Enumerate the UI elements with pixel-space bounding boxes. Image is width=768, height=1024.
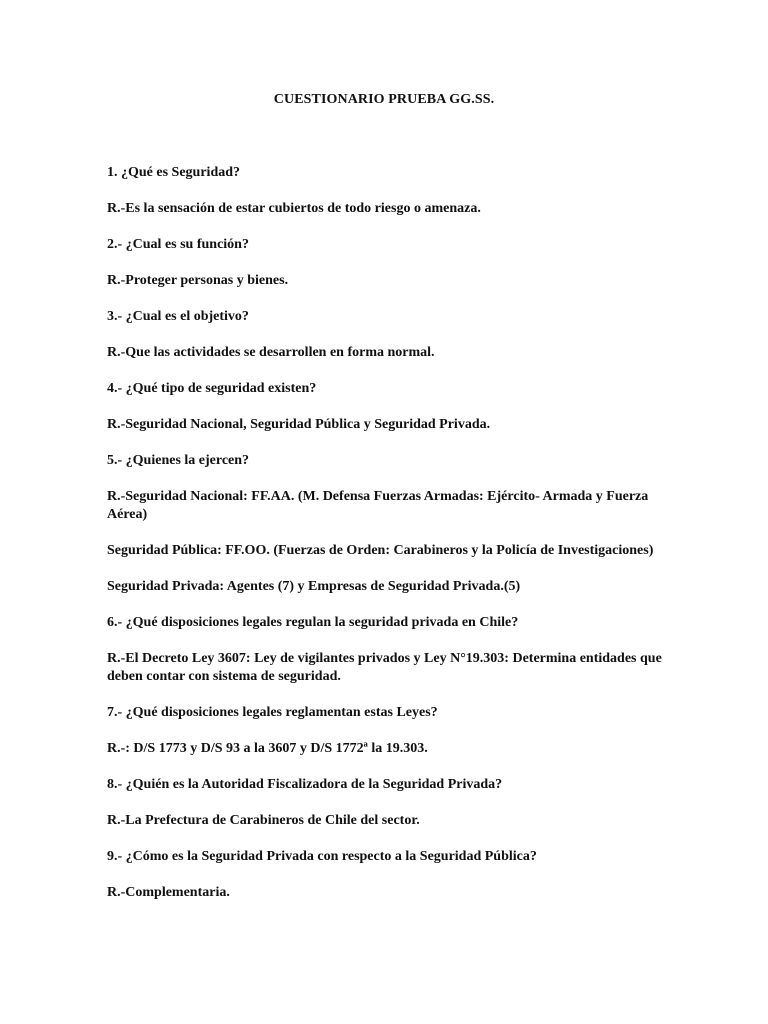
question-6: 6.- ¿Qué disposiciones legales regulan la seguridad privada en Chile? [107,615,519,630]
document-body [107,164,667,920]
question-1: 1. ¿Qué es Seguridad? [107,165,241,180]
answer-6: R.-El Decreto Ley 3607: Ley de vigilantes privados y Ley N°19.303: Determina entidades que deben contar con sistema de seguridad. [107,651,662,684]
answer-8: R.-La Prefectura de Carabineros de Chile del sector. [107,813,420,828]
question-9: 9.- ¿Cómo es la Seguridad Privada con respecto a la Seguridad Pública? [107,849,537,864]
answer-5-nacional: R.-Seguridad Nacional: FF.AA. (M. Defensa Fuerzas Armadas: Ejército- Armada y Fuerza Aérea) [107,489,649,522]
answer-7: R.-: D/S 1773 y D/S 93 a la 3607 y D/S 1772ª la 19.303. [107,741,428,756]
question-4: 4.- ¿Qué tipo de seguridad existen? [107,381,317,396]
question-5: 5.- ¿Quienes la ejercen? [107,453,250,468]
question-3: 3.- ¿Cual es el objetivo? [107,309,249,324]
document-title: CUESTIONARIO PRUEBA GG.SS. [273,92,495,107]
answer-9: R.-Complementaria. [107,885,230,900]
answer-2: R.-Proteger personas y bienes. [107,273,289,288]
answer-5-privada: Seguridad Privada: Agentes (7) y Empresas de Seguridad Privada.(5) [107,579,521,594]
answer-3: R.-Que las actividades se desarrollen en forma normal. [107,345,435,360]
answer-4: R.-Seguridad Nacional, Seguridad Pública y Seguridad Privada. [107,417,491,432]
question-2: 2.- ¿Cual es su función? [107,237,249,252]
question-8: 8.- ¿Quién es la Autoridad Fiscalizadora de la Seguridad Privada? [107,777,503,792]
answer-1: R.-Es la sensación de estar cubiertos de todo riesgo o amenaza. [107,201,481,216]
question-7: 7.- ¿Qué disposiciones legales reglamentan estas Leyes? [107,705,438,720]
answer-5-publica: Seguridad Pública: FF.OO. (Fuerzas de Orden: Carabineros y la Policía de Investigaciones) [107,543,654,558]
